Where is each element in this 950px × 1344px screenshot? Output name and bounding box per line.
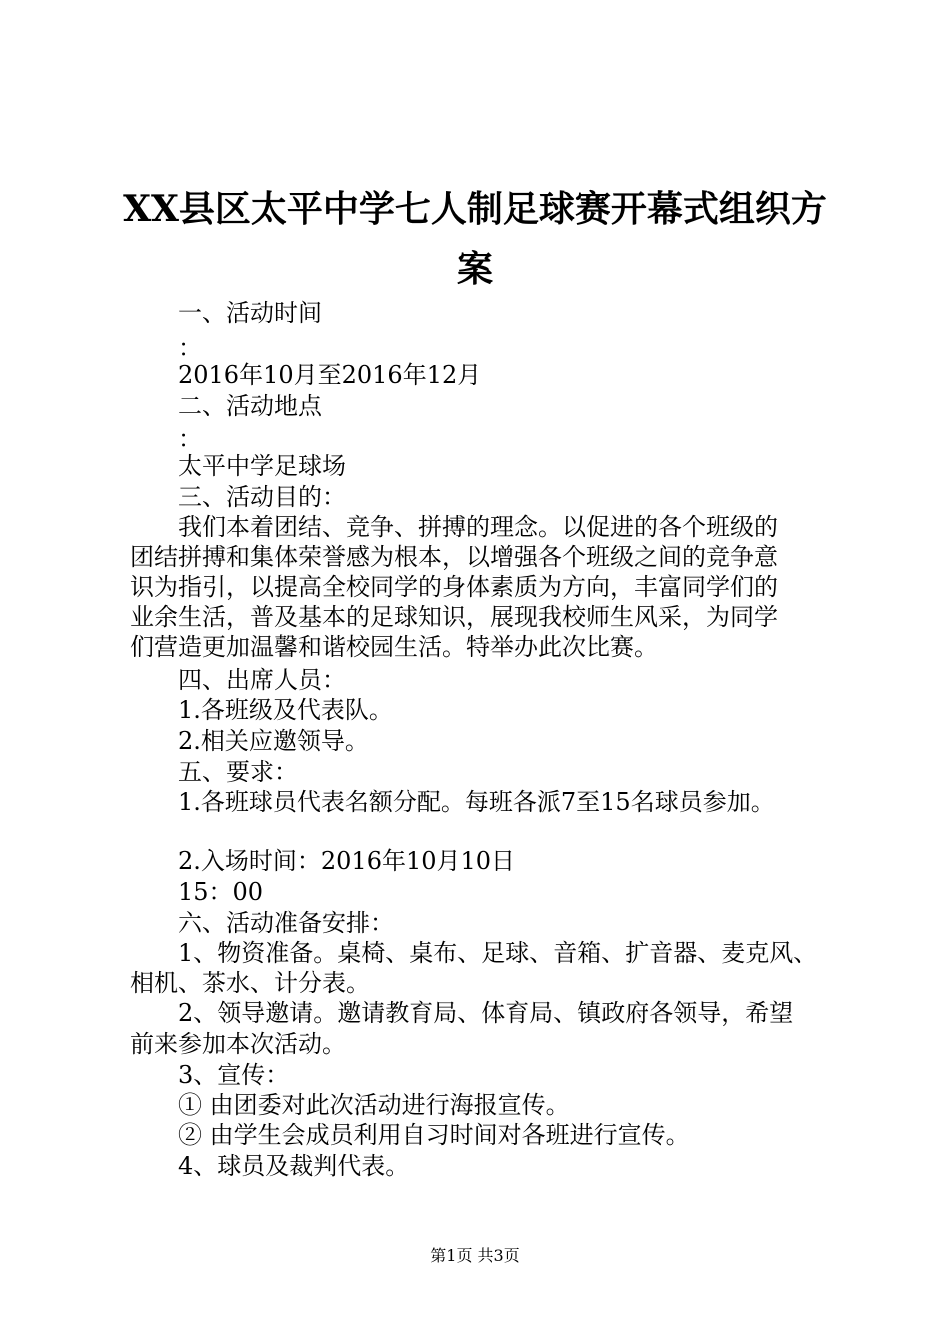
document-title-line-2: 案 <box>456 248 493 290</box>
section-6-item-2-line-1: 2、领导邀请。邀请教育局、体育局、镇政府各领导，希望 <box>130 999 794 1027</box>
section-5-item-1: 1.各班球员代表名额分配。每班各派7至15名球员参加。 <box>178 788 775 816</box>
document-title-line-1: XX县区太平中学七人制足球赛开幕式组织方 <box>123 188 827 230</box>
paragraph-line: 我们本着团结、竞争、拼搏的理念。以促进的各个班级的 <box>130 513 778 541</box>
section-1-heading: 一、活动时间 <box>178 299 322 327</box>
paragraph-line: 们营造更加温馨和谐校园生活。特举办此次比赛。 <box>130 633 658 661</box>
section-4-item-1: 1.各班级及代表队。 <box>178 696 393 724</box>
section-6-item-3-a: ① 由团委对此次活动进行海报宣传。 <box>178 1091 570 1119</box>
section-3-heading: 三、活动目的： <box>178 483 346 511</box>
paragraph-line: 识为指引，以提高全校同学的身体素质为方向，丰富同学们的 <box>130 573 778 601</box>
section-1-value: 2016年10月至2016年12月 <box>178 361 482 389</box>
section-6-item-3: 3、宣传： <box>178 1061 290 1089</box>
section-6-item-1-line-2: 相机、茶水、计分表。 <box>130 969 370 997</box>
section-1-colon: ： <box>178 334 202 362</box>
paragraph-line: 团结拼搏和集体荣誉感为根本，以增强各个班级之间的竞争意 <box>130 543 778 571</box>
section-6-item-2-line-2: 前来参加本次活动。 <box>130 1030 346 1058</box>
section-2-value: 太平中学足球场 <box>178 452 346 480</box>
section-5-item-2: 2.入场时间：2016年10月10日 <box>178 847 516 875</box>
section-5-item-2-time: 15：00 <box>178 878 264 906</box>
section-2-colon: ： <box>178 425 202 453</box>
section-6-item-4: 4、球员及裁判代表。 <box>178 1152 410 1180</box>
section-6-item-3-b: ② 由学生会成员利用自习时间对各班进行宣传。 <box>178 1121 690 1149</box>
section-5-heading: 五、要求： <box>178 758 298 786</box>
section-4-item-2: 2.相关应邀领导。 <box>178 727 369 755</box>
page-footer: 第1页 共3页 <box>430 1246 520 1265</box>
paragraph-line: 业余生活，普及基本的足球知识，展现我校师生风采，为同学 <box>130 603 778 631</box>
section-3-paragraph <box>130 512 850 662</box>
section-4-heading: 四、出席人员： <box>178 666 346 694</box>
section-6-item-1-line-1: 1、物资准备。桌椅、桌布、足球、音箱、扩音器、麦克风、 <box>130 939 818 967</box>
section-6-heading: 六、活动准备安排： <box>178 909 394 937</box>
section-2-heading: 二、活动地点 <box>178 392 322 420</box>
